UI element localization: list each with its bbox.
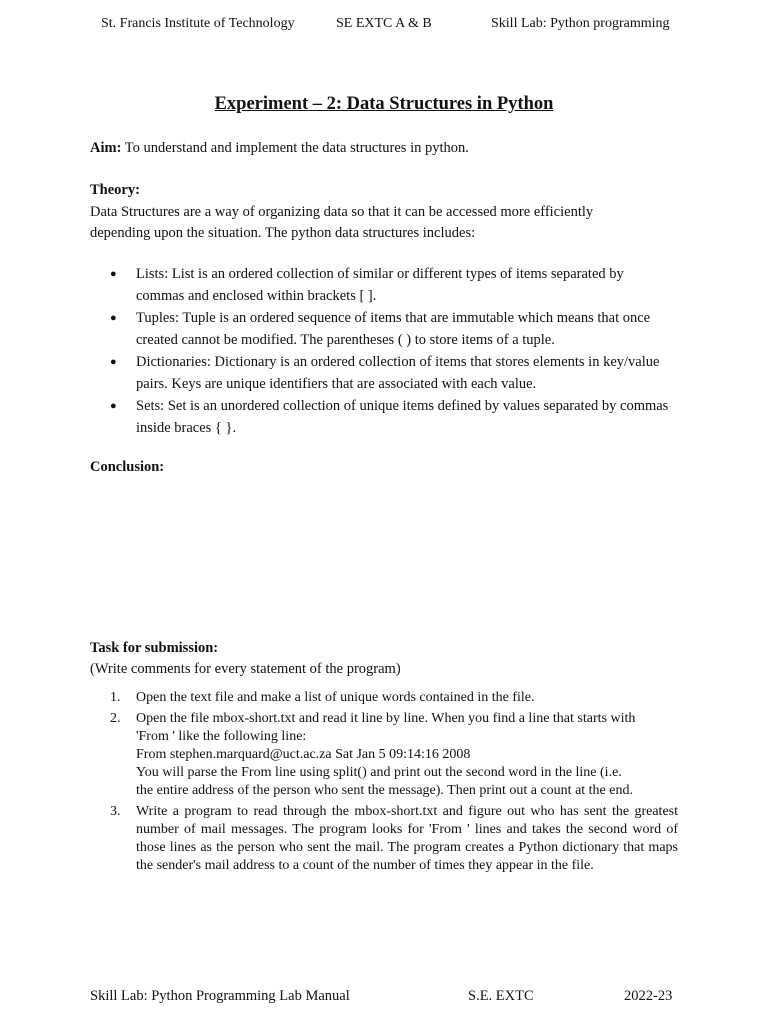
- bullet-item-dictionaries: [110, 351, 670, 395]
- bullet-text: Sets: Set is an unordered collection of unique items defined by values separated by commas inside braces { }.: [136, 398, 669, 436]
- theory-label: Theory:: [90, 182, 140, 198]
- bullet-item-lists: [110, 263, 670, 307]
- theory-line-1: Data Structures are a way of organizing data so that it can be accessed more efficiently: [90, 204, 594, 220]
- conclusion-label: Conclusion:: [90, 459, 165, 475]
- task-2-line-3: From stephen.marquard@uct.ac.za Sat Jan 5 09:14:16 2008: [136, 747, 471, 762]
- theory-line-2: depending upon the situation. The python data structures includes:: [90, 225, 476, 241]
- aim-text: To understand and implement the data structures in python.: [124, 140, 469, 156]
- page-title: Experiment – 2: Data Structures in Python: [214, 94, 554, 114]
- footer-class: S.E. EXTC: [468, 988, 534, 1004]
- footer-year: 2022-23: [624, 988, 673, 1004]
- task-text: Write a program to read through the mbox-short.txt and figure out who has sent the greatest number of mail messages. The program looks for 'From ' lines and takes the second word of those lines as the person who sent the mail. The program creates a Python dictionary that maps the sender's mail address to a count of the number of times they appear in the file.: [136, 804, 678, 873]
- task-number: 3.: [110, 804, 121, 819]
- task-2-line-2: 'From ' like the following line:: [136, 729, 307, 744]
- bullet-item-sets: [110, 395, 670, 439]
- task-text: Open the text file and make a list of unique words contained in the file.: [136, 690, 535, 705]
- bullet-text: Lists: List is an ordered collection of similar or different types of items separated by commas and enclosed within brackets [ ].: [136, 266, 624, 304]
- task-number: 2.: [110, 711, 121, 726]
- task-2-line-5: the entire address of the person who sent the message). Then print out a count at the end.: [136, 783, 633, 798]
- bullet-icon: ●: [110, 268, 117, 280]
- bullet-icon: ●: [110, 312, 117, 324]
- task-label: Task for submission:: [90, 640, 219, 656]
- task-item-1: [110, 689, 678, 707]
- task-number: 1.: [110, 690, 121, 705]
- task-item-3: [110, 803, 678, 875]
- header-institute: St. Francis Institute of Technology: [101, 16, 295, 31]
- bullet-icon: ●: [110, 400, 117, 412]
- bullet-text: Dictionaries: Dictionary is an ordered collection of items that stores elements in key/value pairs. Keys are unique identifiers that are associated with each value.: [136, 354, 660, 392]
- task-list: [110, 689, 678, 878]
- bullet-icon: ●: [110, 356, 117, 368]
- task-item-2: [110, 710, 678, 800]
- header-class: SE EXTC A & B: [336, 16, 432, 31]
- task-2-line-1: Open the file mbox-short.txt and read it line by line. When you find a line that starts with: [136, 711, 636, 726]
- task-2-line-4: You will parse the From line using split() and print out the second word in the line (i.e.: [136, 765, 622, 780]
- task-text: [136, 710, 678, 800]
- bullet-text: Tuples: Tuple is an ordered sequence of items that are immutable which means that once created cannot be modified. The parentheses ( ) to store items of a tuple.: [136, 310, 651, 348]
- header-subject: Skill Lab: Python programming: [491, 16, 670, 31]
- footer-manual: Skill Lab: Python Programming Lab Manual: [90, 988, 350, 1004]
- bullet-item-tuples: [110, 307, 670, 351]
- aim-label: Aim:: [90, 140, 122, 156]
- theory-bullet-list: [110, 263, 670, 439]
- aim-line: [90, 140, 469, 157]
- task-note: (Write comments for every statement of the program): [90, 661, 401, 677]
